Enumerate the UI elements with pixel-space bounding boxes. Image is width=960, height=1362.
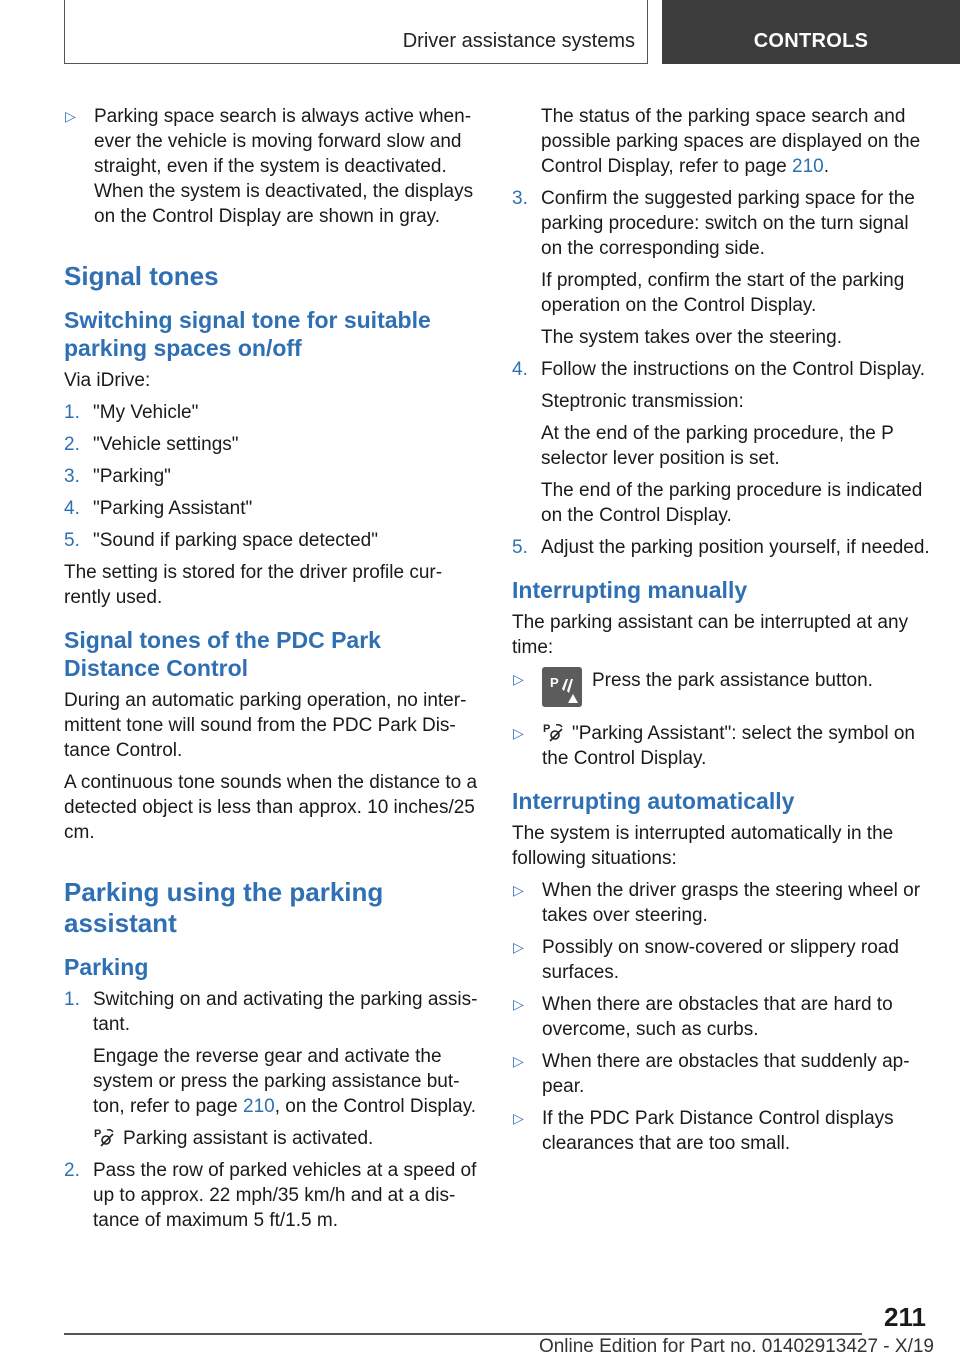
svg-text:P: P bbox=[550, 675, 559, 690]
bullet-text: When there are obstacles that suddenly appear. bbox=[542, 1051, 910, 1097]
list-item bbox=[512, 878, 932, 928]
list-item bbox=[64, 400, 482, 425]
step-text: Pass the row of parked vehicles at a speed of up to approx. 22 mph/35 km/h and at a distance of maximum 5 ft/1.5 m. bbox=[93, 1160, 477, 1231]
bullet-text: Press the park assistance button. bbox=[592, 670, 873, 691]
list-item bbox=[512, 1106, 932, 1156]
status-text-end: . bbox=[823, 156, 829, 177]
list-item bbox=[512, 104, 932, 179]
bullet-text: When the driver grasps the steering wheel or takes over steering. bbox=[542, 880, 921, 926]
bullet-text bbox=[542, 721, 932, 771]
step-number: 1. bbox=[64, 402, 80, 423]
step-text: "Vehicle settings" bbox=[93, 434, 239, 455]
status-paragraph bbox=[541, 104, 932, 179]
list-item bbox=[512, 721, 932, 771]
step-detail: The end of the parking procedure is indicated on the Control Display. bbox=[541, 480, 923, 526]
triangle-right-icon: ▷ bbox=[513, 996, 524, 1012]
heading-interrupting-manually: Interrupting manually bbox=[512, 577, 748, 603]
stored-note: The setting is stored for the driver profile currently used. bbox=[64, 562, 443, 608]
idrive-steps-list bbox=[64, 400, 482, 553]
list-item bbox=[512, 1049, 932, 1099]
svg-text:P: P bbox=[543, 723, 551, 735]
footer-edition: Online Edition for Part no. 01402913427 - X/19 bbox=[538, 1336, 934, 1357]
step-number: 3. bbox=[64, 466, 80, 487]
step-text: Adjust the parking position yourself, if needed. bbox=[541, 537, 930, 558]
step-number: 5. bbox=[512, 537, 528, 558]
right-column bbox=[512, 104, 932, 1163]
step-text: "Parking" bbox=[93, 466, 171, 487]
step-detail bbox=[93, 1044, 482, 1119]
header-title-box bbox=[64, 0, 648, 64]
step-text: "Parking Assistant" bbox=[93, 498, 253, 519]
parking-assistant-icon bbox=[542, 721, 564, 743]
manual-intro: The parking assistant can be interrupted at any time: bbox=[512, 612, 909, 658]
step-detail: At the end of the parking procedure, the P selector lever position is set. bbox=[541, 423, 894, 469]
heading-parking: Parking bbox=[64, 954, 149, 980]
step-number: 3. bbox=[512, 188, 528, 209]
via-idrive-label: Via iDrive: bbox=[64, 370, 151, 391]
list-item bbox=[512, 992, 932, 1042]
heading-pdc-signal-tones: Signal tones of the PDC Park Distance Control bbox=[64, 627, 381, 681]
page-link-210[interactable]: 210 bbox=[792, 156, 824, 177]
step-detail: The system takes over the steering. bbox=[541, 327, 842, 348]
header-section: CONTROLS bbox=[753, 30, 869, 52]
list-item bbox=[512, 186, 932, 350]
step-number: 5. bbox=[64, 530, 80, 551]
triangle-right-icon: ▷ bbox=[513, 725, 524, 741]
left-column bbox=[64, 104, 482, 1240]
step-number: 4. bbox=[64, 498, 80, 519]
step-text: "My Vehicle" bbox=[93, 402, 199, 423]
step-activated bbox=[93, 1126, 482, 1151]
step-number: 4. bbox=[512, 359, 528, 380]
step-number: 2. bbox=[64, 434, 80, 455]
triangle-right-icon: ▷ bbox=[513, 882, 524, 898]
step-detail-text: Engage the reverse gear and activate the system or press the parking assistance button, refer to page bbox=[93, 1046, 460, 1117]
step-text: Follow the instructions on the Control Display. bbox=[541, 359, 926, 380]
step-text: "Sound if parking space detected" bbox=[93, 530, 378, 551]
list-item bbox=[64, 464, 482, 489]
bullet-text-span: "Parking Assistant": select the symbol on the Control Display. bbox=[542, 723, 915, 769]
list-item bbox=[64, 1158, 482, 1233]
header-title: Driver assistance systems bbox=[402, 30, 635, 52]
step-number: 2. bbox=[64, 1160, 80, 1181]
list-item bbox=[64, 496, 482, 521]
parking-assistant-icon bbox=[93, 1126, 115, 1148]
page-number: 211 bbox=[884, 1302, 926, 1332]
bullet-text: When there are obstacles that are hard to overcome, such as curbs. bbox=[542, 994, 893, 1040]
list-item bbox=[512, 667, 932, 707]
list-item bbox=[512, 535, 932, 560]
triangle-right-icon: ▷ bbox=[65, 108, 76, 124]
step-text: Switching on and activating the parking assistant. bbox=[93, 989, 478, 1035]
pdc-paragraph-1: During an automatic parking operation, no intermittent tone will sound from the PDC Park Distance Control. bbox=[64, 690, 467, 761]
auto-intro: The system is interrupted automatically in the following situations: bbox=[512, 823, 894, 869]
list-item bbox=[512, 935, 932, 985]
triangle-right-icon: ▷ bbox=[513, 939, 524, 955]
park-assistance-button-icon bbox=[542, 667, 582, 707]
list-item bbox=[64, 528, 482, 553]
footer-divider bbox=[64, 1333, 862, 1335]
list-item bbox=[512, 357, 932, 528]
status-text: The status of the parking space search and possible parking spaces are displayed on the Control Display, refer to page bbox=[541, 106, 921, 177]
pdc-paragraph-2: A continuous tone sounds when the distance to a detected object is less than approx. 10 inches/25 cm. bbox=[64, 772, 478, 843]
activated-text: Parking assistant is activated. bbox=[123, 1128, 374, 1149]
svg-text:P: P bbox=[94, 1128, 102, 1140]
step-detail: Steptronic transmission: bbox=[541, 391, 744, 412]
bullet-text: Possibly on snow-covered or slippery road surfaces. bbox=[542, 937, 899, 983]
heading-signal-tones: Signal tones bbox=[64, 261, 219, 291]
bullet-text: Parking space search is always active whenever the vehicle is moving forward slow and straight, even if the system is deactivated. When the system is deactivated, the displays on the Control Display are shown in gray. bbox=[94, 106, 474, 227]
heading-parking-using-assistant: Parking using the parking assistant bbox=[64, 877, 384, 938]
auto-interrupt-list bbox=[512, 878, 932, 1156]
list-item bbox=[64, 987, 482, 1151]
list-item bbox=[64, 432, 482, 457]
triangle-right-icon: ▷ bbox=[513, 1110, 524, 1126]
step-text: Confirm the suggested parking space for the parking procedure: switch on the turn signal on the corresponding side. bbox=[541, 188, 915, 259]
heading-switching-signal-tone: Switching signal tone for suitable parking spaces on/off bbox=[64, 307, 431, 361]
list-item bbox=[64, 104, 482, 229]
step-number: 1. bbox=[64, 989, 80, 1010]
heading-interrupting-automatically: Interrupting automatically bbox=[512, 788, 795, 814]
step-detail: If prompted, confirm the start of the parking operation on the Control Display. bbox=[541, 270, 905, 316]
triangle-right-icon: ▷ bbox=[513, 1053, 524, 1069]
bullet-text: If the PDC Park Distance Control displays clearances that are too small. bbox=[542, 1108, 894, 1154]
page-link-210[interactable]: 210 bbox=[243, 1096, 275, 1117]
triangle-right-icon: ▷ bbox=[513, 671, 524, 687]
header-section-box bbox=[662, 0, 960, 64]
step-detail-text-end: , on the Control Display. bbox=[274, 1096, 477, 1117]
